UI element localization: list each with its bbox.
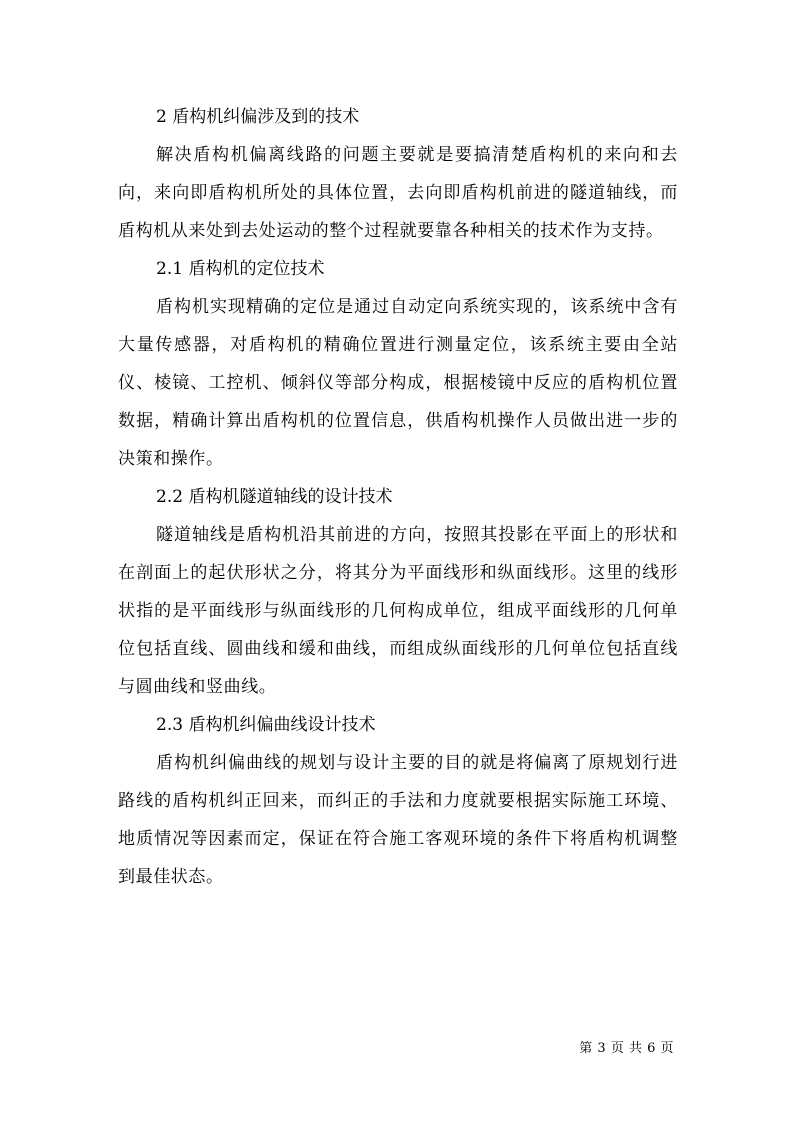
document-body [118,98,678,896]
section-heading-2: 2 盾构机纠偏涉及到的技术 [156,107,360,127]
section-paragraph-2-1: 盾构机实现精确的定位是通过自动定向系统实现的，该系统中含有大量传感器，对盾构机的精确位置进行测量定位，该系统主要由全站仪、棱镜、工控机、倾斜仪等部分构成，根据棱镜中反应的盾构机位置数据，精确计算出盾构机的位置信息，供盾构机操作人员做出进一步的决策和操作。 [118,297,678,469]
page-number-footer: 第 3 页 共 6 页 [579,1041,674,1056]
section-heading-2-3: 2.3 盾构机纠偏曲线设计技术 [156,715,376,735]
section-paragraph-2: 解决盾构机偏离线路的问题主要就是要搞清楚盾构机的来向和去向，来向即盾构机所处的具体位置，去向即盾构机前进的隧道轴线，而盾构机从来处到去处运动的整个过程就要靠各种相关的技术作为支持。 [118,145,678,241]
section-paragraph-2-3: 盾构机纠偏曲线的规划与设计主要的目的就是将偏离了原规划行进路线的盾构机纠正回来，而纠正的手法和力度就要根据实际施工环境、地质情况等因素而定，保证在符合施工客观环境的条件下将盾构机调整到最佳状态。 [118,753,678,887]
section-paragraph-2-2: 隧道轴线是盾构机沿其前进的方向，按照其投影在平面上的形状和在剖面上的起伏形状之分，将其分为平面线形和纵面线形。这里的线形状指的是平面线形与纵面线形的几何构成单位，组成平面线形的几何单位包括直线、圆曲线和缓和曲线，而组成纵面线形的几何单位包括直线与圆曲线和竖曲线。 [118,525,678,697]
section-heading-2-2: 2.2 盾构机隧道轴线的设计技术 [156,487,393,507]
section-heading-2-1: 2.1 盾构机的定位技术 [156,259,325,279]
